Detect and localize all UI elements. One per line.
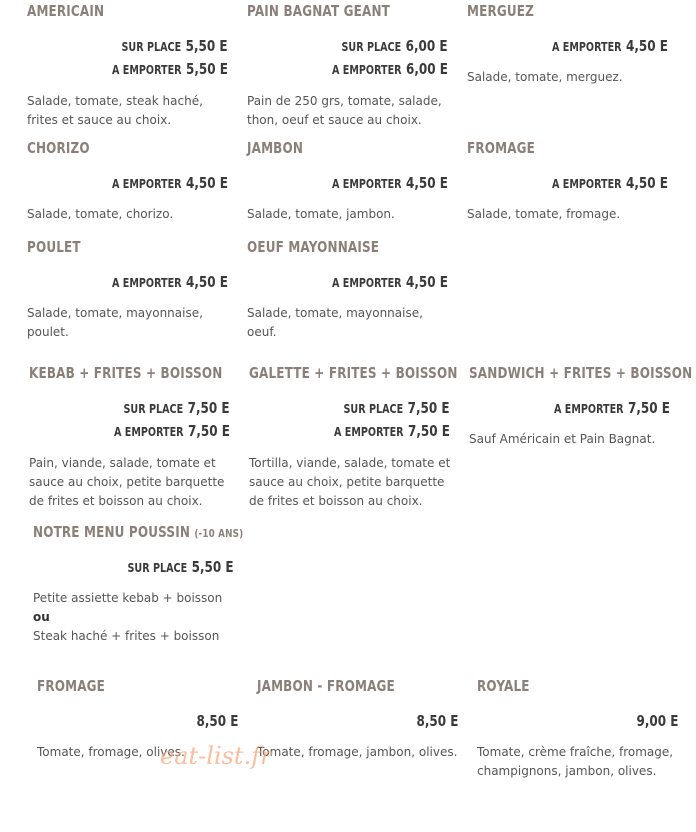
- poussin-option-1: Petite assiette kebab + boisson: [33, 591, 223, 605]
- item-title: SANDWICH + FRITES + BOISSON: [469, 364, 693, 382]
- price-sur-place: SUR PLACE 6,00 E: [341, 37, 448, 55]
- poussin-or: ou: [33, 610, 50, 624]
- price-emporter: A EMPORTER 4,50 E: [112, 174, 228, 192]
- item-description: Tortilla, viande, salade, tomate et sauce au choix, petite barquette de frites et boisson au choix.: [249, 456, 451, 508]
- item-title: KEBAB + FRITES + BOISSON: [29, 364, 223, 382]
- price-emporter: A EMPORTER 5,50 E: [112, 60, 228, 78]
- item-description: Salade, tomate, jambon.: [247, 207, 395, 221]
- item-title: MERGUEZ: [467, 2, 534, 20]
- price-sur-place: SUR PLACE 7,50 E: [123, 399, 230, 417]
- item-description: Salade, tomate, chorizo.: [27, 207, 174, 221]
- price: 8,50 E: [416, 712, 458, 730]
- item-title: OEUF MAYONNAISE: [247, 238, 380, 256]
- price-emporter: A EMPORTER 4,50 E: [332, 174, 448, 192]
- item-title: GALETTE + FRITES + BOISSON: [249, 364, 458, 382]
- price-emporter: A EMPORTER 4,50 E: [552, 174, 668, 192]
- item-title: ROYALE: [477, 677, 530, 695]
- item-title-suffix: (-10 ANS): [194, 527, 244, 540]
- price-emporter: A EMPORTER 6,00 E: [332, 60, 448, 78]
- price-sur-place: SUR PLACE 7,50 E: [343, 399, 450, 417]
- item-title: CHORIZO: [27, 139, 90, 157]
- price-emporter: A EMPORTER 7,50 E: [114, 422, 230, 440]
- item-description: Tomate, fromage, jambon, olives.: [257, 745, 458, 759]
- price-emporter: A EMPORTER 4,50 E: [112, 273, 228, 291]
- item-title: JAMBON: [247, 139, 304, 157]
- item-description: Salade, tomate, merguez.: [467, 70, 623, 84]
- item-description: Salade, tomate, mayonnaise, oeuf.: [247, 306, 423, 339]
- price-sur-place: SUR PLACE 5,50 E: [121, 37, 228, 55]
- poussin-option-2: Steak haché + frites + boisson: [33, 629, 220, 643]
- item-description: Pain, viande, salade, tomate et sauce au choix, petite barquette de frites et boisson au choix.: [29, 456, 225, 508]
- price-emporter: A EMPORTER 7,50 E: [554, 399, 670, 417]
- price-emporter: A EMPORTER 4,50 E: [552, 37, 668, 55]
- item-description: Salade, tomate, fromage.: [467, 207, 621, 221]
- item-title: PAIN BAGNAT GEANT: [247, 2, 390, 20]
- item-title: NOTRE MENU POUSSIN (-10 ANS): [33, 523, 244, 541]
- price-emporter: A EMPORTER 7,50 E: [334, 422, 450, 440]
- item-description: Pain de 250 grs, tomate, salade, thon, oeuf et sauce au choix.: [247, 94, 442, 127]
- item-title: POULET: [27, 238, 81, 256]
- item-description: [33, 589, 263, 646]
- item-description: Tomate, crème fraîche, fromage, champignons, jambon, olives.: [477, 745, 674, 778]
- item-description: Salade, tomate, steak haché, frites et sauce au choix.: [27, 94, 203, 127]
- item-title: JAMBON - FROMAGE: [257, 677, 395, 695]
- item-description: Salade, tomate, mayonnaise, poulet.: [27, 306, 203, 339]
- price-emporter: A EMPORTER 4,50 E: [332, 273, 448, 291]
- watermark: eat-list.fr: [160, 742, 272, 770]
- price-sur-place: SUR PLACE 5,50 E: [127, 558, 234, 576]
- item-description: Sauf Américain et Pain Bagnat.: [469, 432, 656, 446]
- price: 9,00 E: [636, 712, 678, 730]
- item-title: AMERICAIN: [27, 2, 105, 20]
- item-title: FROMAGE: [37, 677, 106, 695]
- item-title: FROMAGE: [467, 139, 536, 157]
- item-description: Tomate, fromage, olives.: [37, 745, 185, 759]
- price: 8,50 E: [196, 712, 238, 730]
